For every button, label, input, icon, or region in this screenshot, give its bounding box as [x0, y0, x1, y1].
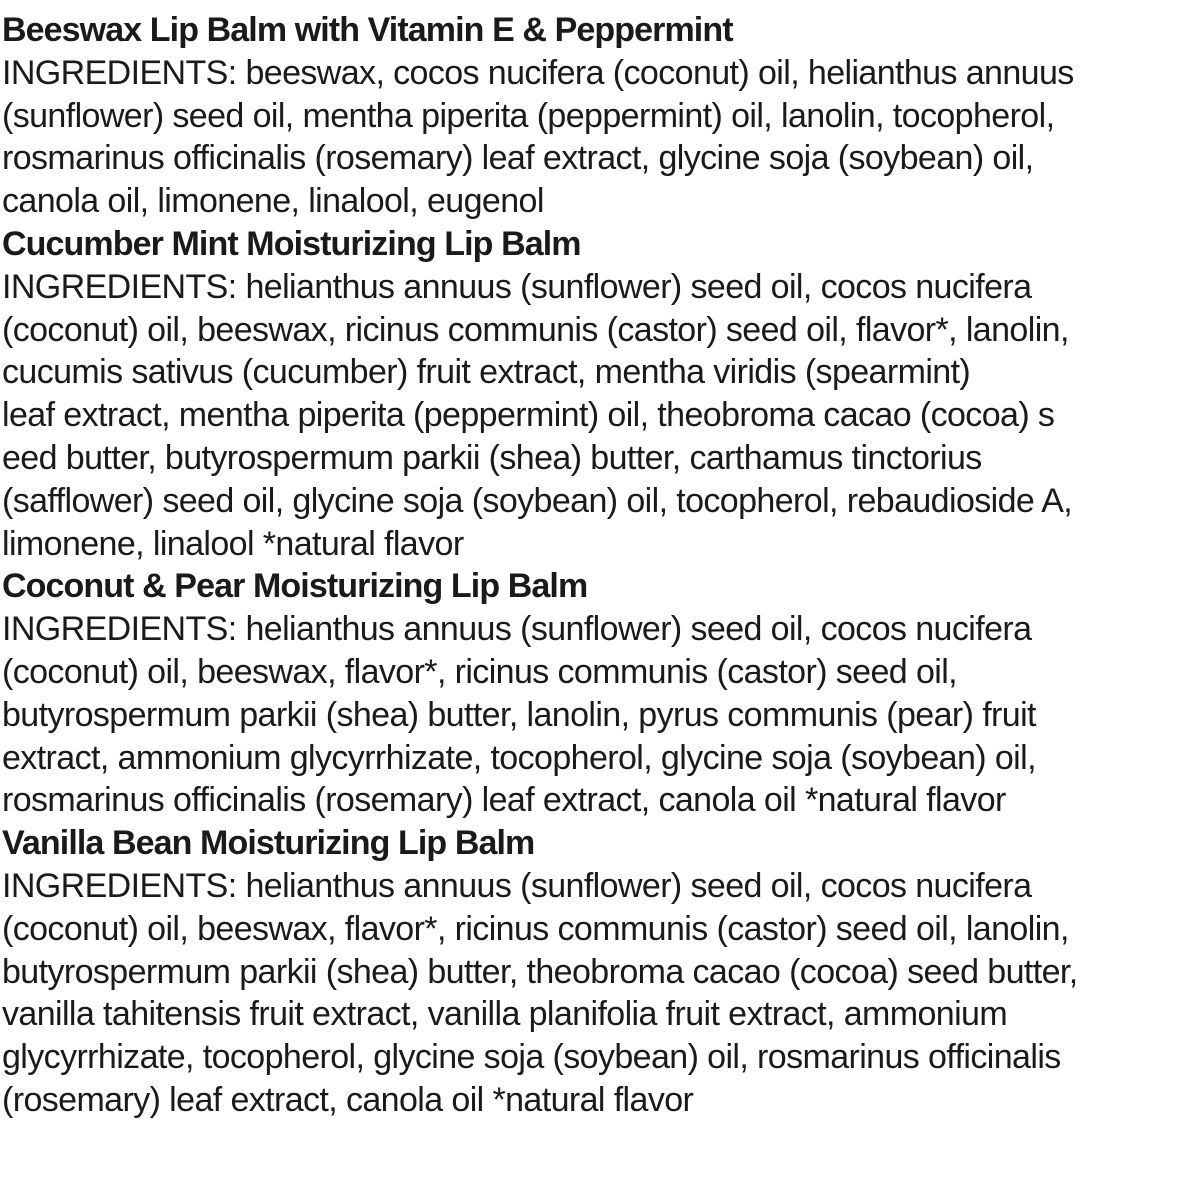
product-section: [2, 565, 1078, 822]
product-title: Cucumber Mint Moisturizing Lip Balm: [2, 224, 581, 263]
ingredients-line: cucumis sativus (cucumber) fruit extract, mentha viridis (spearmint): [2, 353, 971, 392]
ingredients-line: (coconut) oil, beeswax, ricinus communis (castor) seed oil, flavor*, lanolin,: [2, 310, 1069, 349]
ingredients-line: (sunflower) seed oil, mentha piperita (peppermint) oil, lanolin, tocopherol,: [2, 96, 1055, 135]
product-section: [2, 223, 1078, 565]
product-section: [2, 9, 1078, 223]
ingredients-line: INGREDIENTS: helianthus annuus (sunflower) seed oil, cocos nucifera: [2, 866, 1032, 905]
ingredients-line: (safflower) seed oil, glycine soja (soybean) oil, tocopherol, rebaudioside A,: [2, 481, 1073, 520]
ingredients-line: limonene, linalool *natural flavor: [2, 524, 464, 563]
product-section: [2, 822, 1078, 1122]
product-title: Coconut & Pear Moisturizing Lip Balm: [2, 567, 588, 606]
ingredients-line: (coconut) oil, beeswax, flavor*, ricinus communis (castor) seed oil, lanolin,: [2, 909, 1069, 948]
ingredients-line: INGREDIENTS: helianthus annuus (sunflower) seed oil, cocos nucifera: [2, 610, 1032, 649]
ingredients-line: rosmarinus officinalis (rosemary) leaf extract, glycine soja (soybean) oil,: [2, 139, 1034, 178]
ingredients-line: canola oil, limonene, linalool, eugenol: [2, 182, 544, 221]
ingredients-line: INGREDIENTS: helianthus annuus (sunflower) seed oil, cocos nucifera: [2, 267, 1032, 306]
ingredients-document: [2, 9, 1078, 1122]
ingredients-line: (rosemary) leaf extract, canola oil *natural flavor: [2, 1080, 694, 1119]
ingredients-line: glycyrrhizate, tocopherol, glycine soja (soybean) oil, rosmarinus officinalis: [2, 1038, 1061, 1077]
ingredients-line: rosmarinus officinalis (rosemary) leaf extract, canola oil *natural flavor: [2, 781, 1006, 820]
ingredients-line: butyrospermum parkii (shea) butter, lanolin, pyrus communis (pear) fruit: [2, 695, 1036, 734]
ingredients-line: vanilla tahitensis fruit extract, vanilla planifolia fruit extract, ammonium: [2, 995, 1008, 1034]
ingredients-line: leaf extract, mentha piperita (peppermint) oil, theobroma cacao (cocoa) s: [2, 396, 1055, 435]
ingredients-line: eed butter, butyrospermum parkii (shea) butter, carthamus tinctorius: [2, 438, 982, 477]
product-title: Beeswax Lip Balm with Vitamin E & Peppermint: [2, 11, 733, 49]
ingredients-line: INGREDIENTS: beeswax, cocos nucifera (coconut) oil, helianthus annuus: [2, 53, 1074, 92]
ingredients-line: (coconut) oil, beeswax, flavor*, ricinus communis (castor) seed oil,: [2, 652, 958, 691]
product-title: Vanilla Bean Moisturizing Lip Balm: [2, 824, 535, 863]
ingredients-line: butyrospermum parkii (shea) butter, theobroma cacao (cocoa) seed butter,: [2, 952, 1078, 991]
ingredients-line: extract, ammonium glycyrrhizate, tocopherol, glycine soja (soybean) oil,: [2, 738, 1036, 777]
